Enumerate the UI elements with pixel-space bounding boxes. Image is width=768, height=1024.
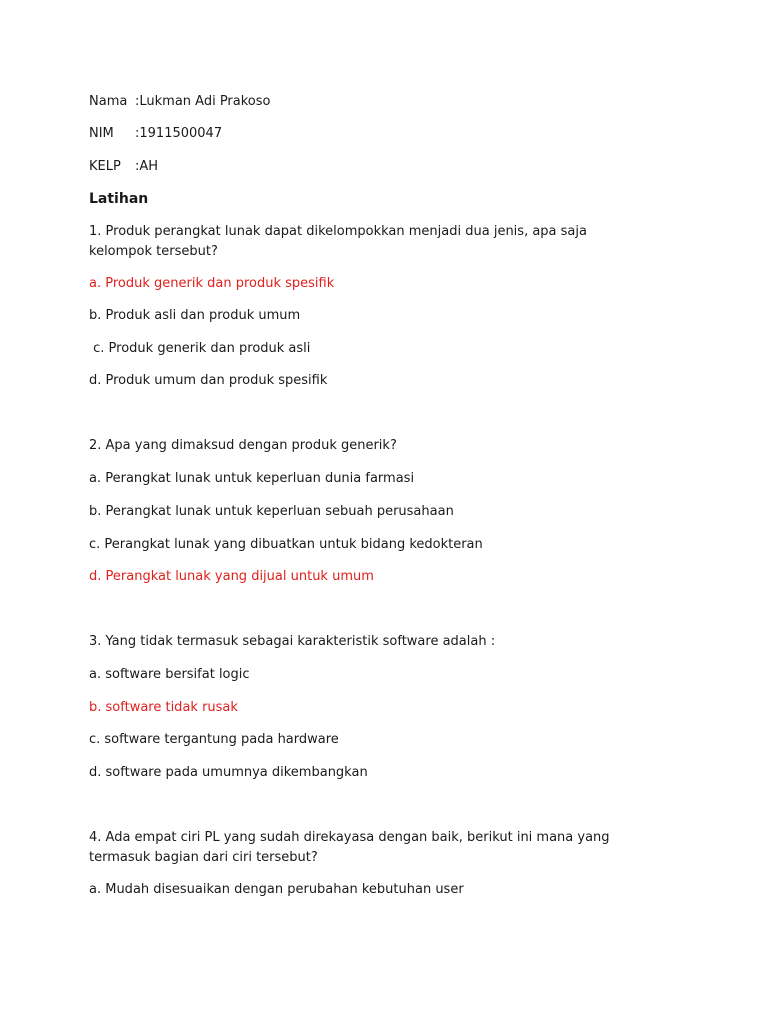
q3-option-c: c. software tergantung pada hardware	[89, 732, 339, 747]
q1-option-b: b. Produk asli dan produk umum	[89, 308, 301, 323]
q4-option-a: a. Mudah disesuaikan dengan perubahan kebutuhan user	[89, 882, 464, 897]
question-3-text: 3. Yang tidak termasuk sebagai karakteristik software adalah :	[89, 634, 496, 649]
kelp-label: KELP	[89, 159, 121, 174]
q1-option-a: a. Produk generik dan produk spesifik	[89, 276, 335, 291]
nim-value: :1911500047	[135, 126, 223, 141]
q2-option-c: c. Perangkat lunak yang dibuatkan untuk bidang kedokteran	[89, 537, 483, 552]
nim-row	[89, 124, 649, 144]
section-title: Latihan	[89, 191, 149, 207]
nim-label: NIM	[89, 126, 114, 141]
question-2-text: 2. Apa yang dimaksud dengan produk generik?	[89, 438, 397, 453]
question-1-text: 1. Produk perangkat lunak dapat dikelompokkan menjadi dua jenis, apa saja kelompok tersebut?	[89, 224, 587, 259]
name-value: :Lukman Adi Prakoso	[135, 94, 271, 109]
q1-option-c: c. Produk generik dan produk asli	[89, 341, 311, 356]
q1-option-d: d. Produk umum dan produk spesifik	[89, 373, 328, 388]
name-row	[89, 92, 649, 112]
kelp-row	[89, 157, 649, 177]
q3-option-d: d. software pada umumnya dikembangkan	[89, 765, 368, 780]
q3-option-b: b. software tidak rusak	[89, 700, 238, 715]
q3-option-a: a. software bersifat logic	[89, 667, 250, 682]
kelp-value: :AH	[135, 159, 159, 174]
name-label: Nama	[89, 94, 128, 109]
question-4-text: 4. Ada empat ciri PL yang sudah direkayasa dengan baik, berikut ini mana yang termasuk bagian dari ciri tersebut?	[89, 830, 610, 865]
q2-option-a: a. Perangkat lunak untuk keperluan dunia farmasi	[89, 471, 415, 486]
q2-option-b: b. Perangkat lunak untuk keperluan sebuah perusahaan	[89, 504, 454, 519]
q2-option-d: d. Perangkat lunak yang dijual untuk umum	[89, 569, 374, 584]
